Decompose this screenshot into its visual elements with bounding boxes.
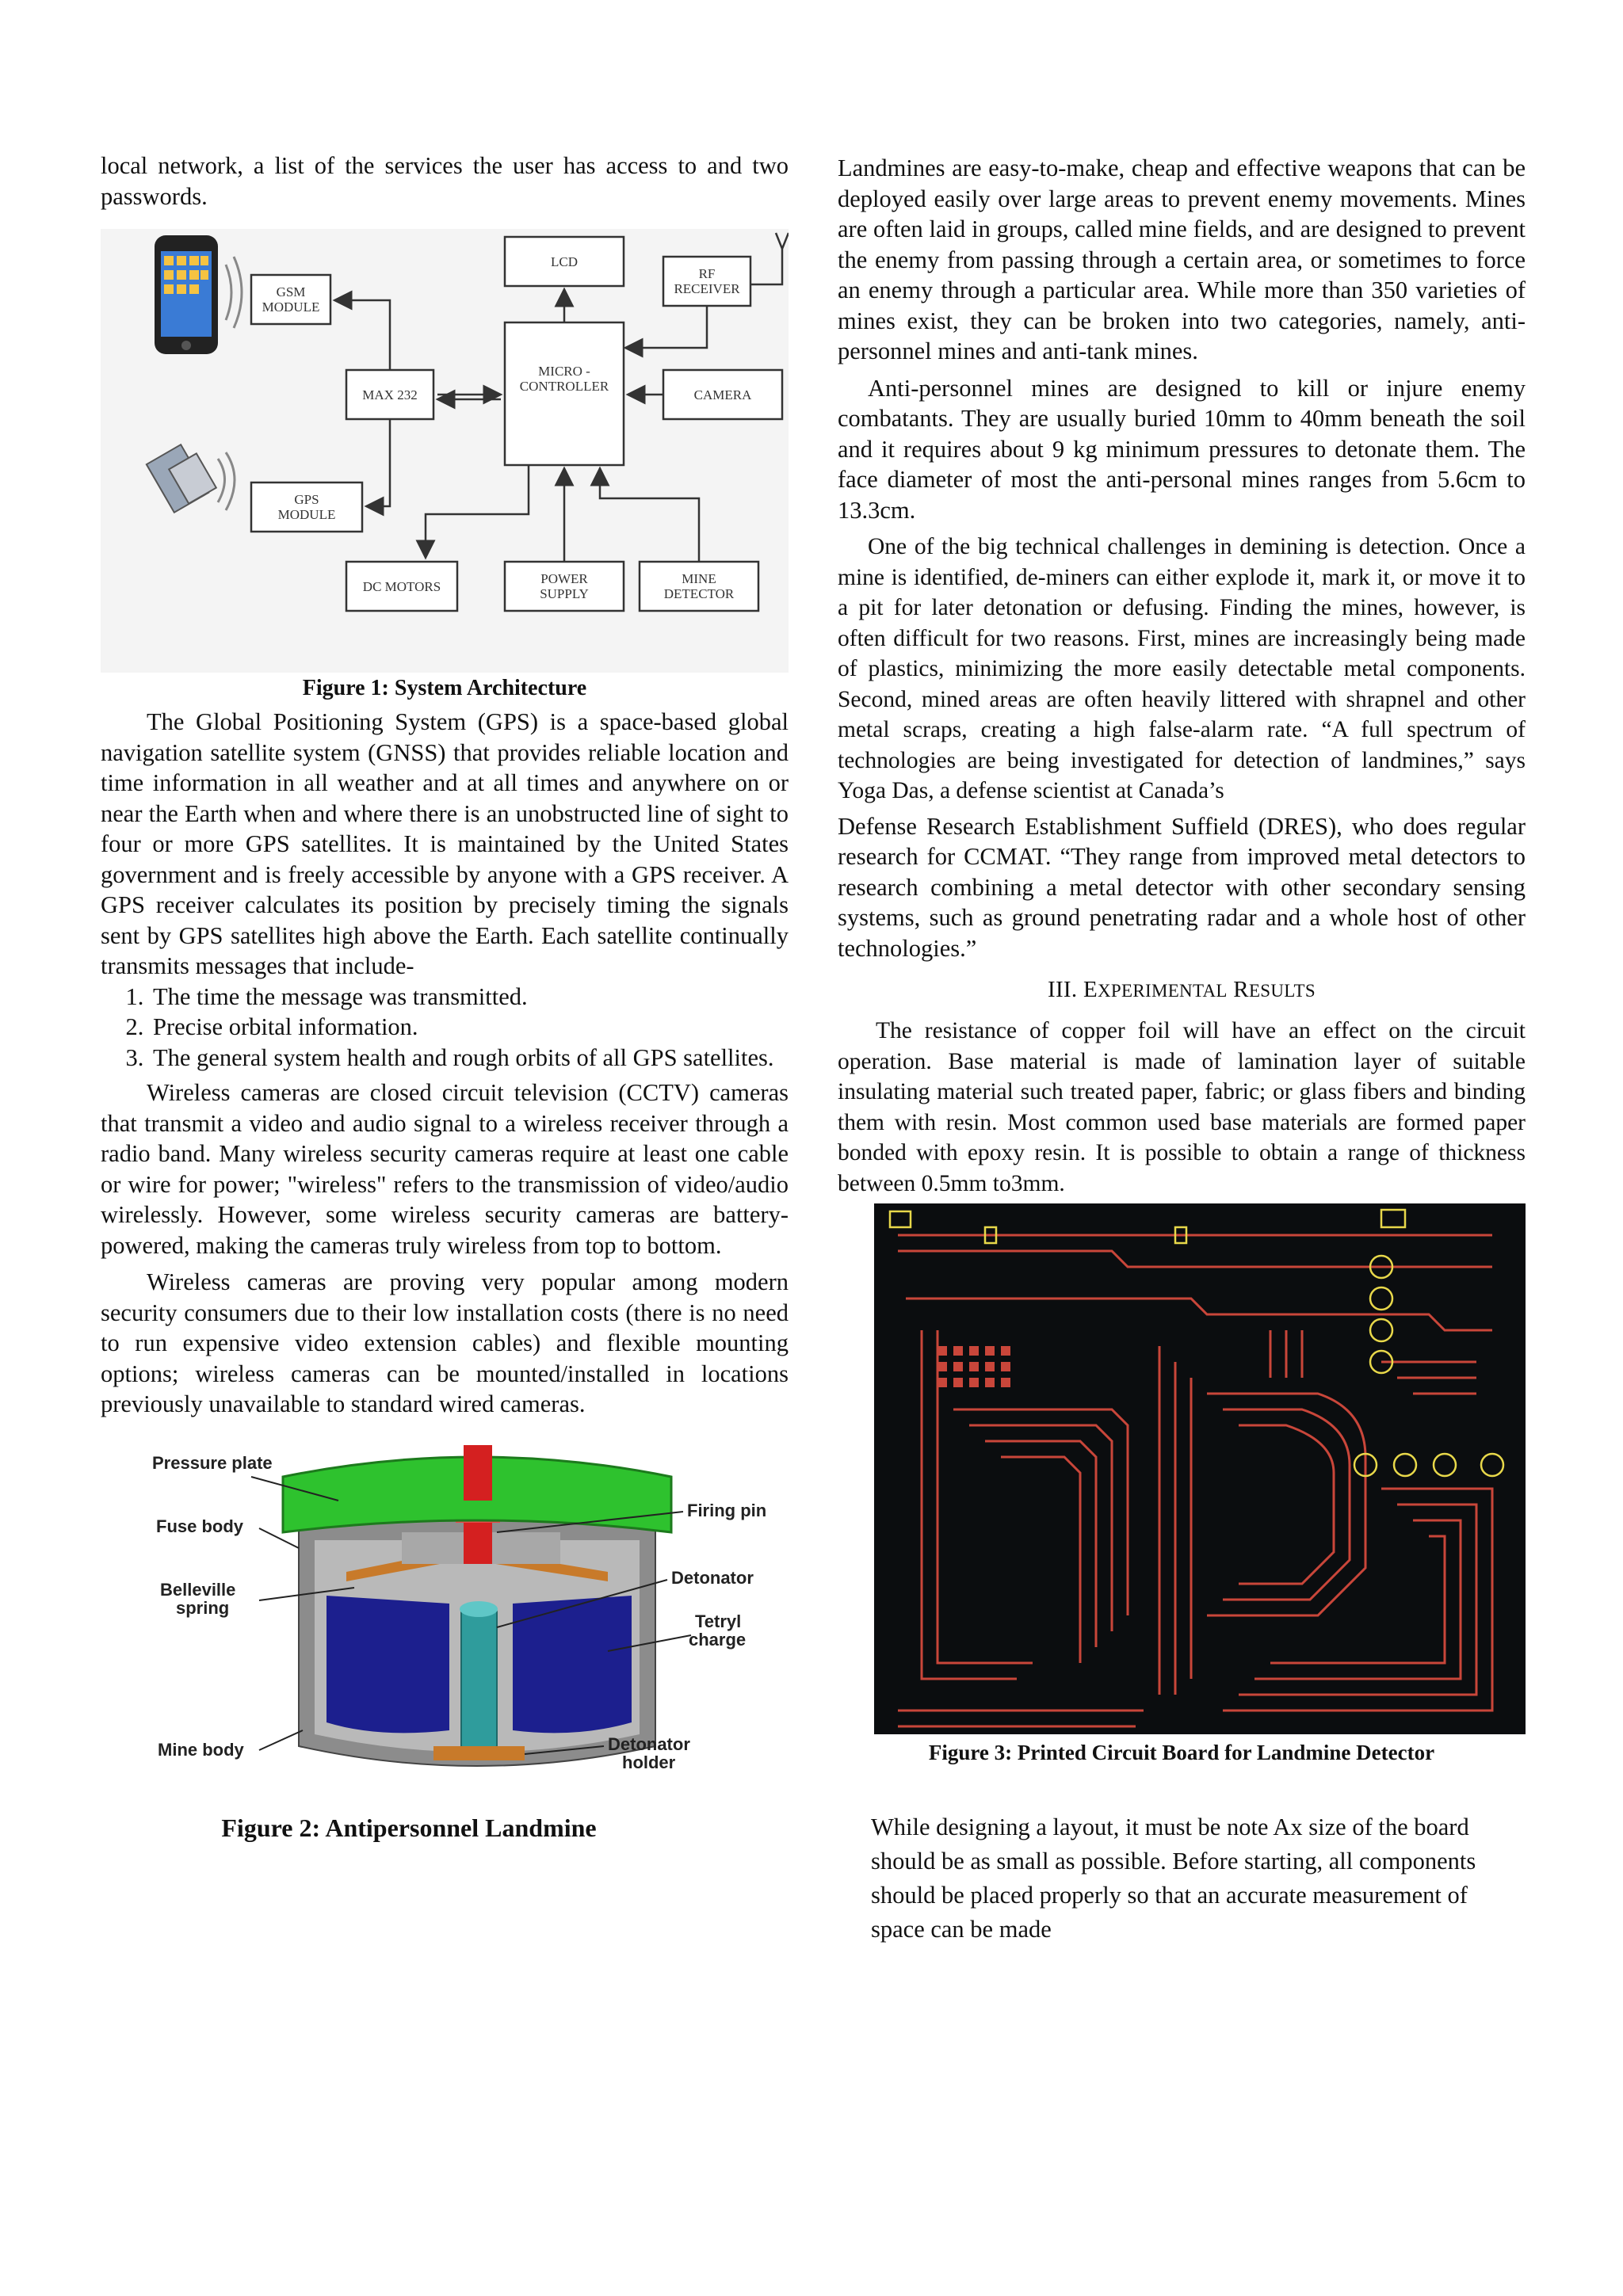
copper-foil-paragraph: The resistance of copper foil will have an effect on the circuit operation. Base material is made of lamination layer of suitable insulating material such treated paper, fabric; or glass fibers and binding them with resin. Most common used base materials are formed paper bonded with epoxy resin. It is possible to obtain a range of thickness between 0.5mm to3mm. (838, 1018, 1526, 1196)
detonator-label: Detonator (671, 1567, 754, 1588)
mine-label-2: DETECTOR (663, 586, 735, 601)
max232-label: MAX 232 (362, 387, 418, 402)
fuse-body-label: Fuse body (156, 1516, 244, 1536)
pressure-plate-label: Pressure plate (152, 1452, 273, 1473)
figure-2-caption: Figure 2: Antipersonnel Landmine (221, 1813, 597, 1842)
gps-message-list (101, 982, 789, 1074)
gsm-label-2: MODULE (262, 299, 320, 315)
mine-label-1: MINE (682, 571, 716, 586)
section-word-1-rest: XPERIMENTAL (1098, 981, 1228, 1001)
block-diagram (101, 229, 789, 673)
section-word-1-initial: E (1083, 977, 1098, 1002)
tetryl-label-1: Tetryl (695, 1611, 742, 1631)
dres-paragraph: Defense Research Establishment Suffield (DRES), who does regular research for CCMAT. “They range from improved metal detectors to research combining a metal detector with other secondary sensing systems, such as ground penetrating radar and a whole host of other technologies.” (838, 812, 1526, 962)
mcu-label-2: CONTROLLER (519, 379, 609, 394)
power-label-1: POWER (540, 571, 588, 586)
detonator-holder-label-1: Detonator (608, 1733, 690, 1754)
landmines-paragraph: Landmines are easy-to-make, cheap and effective weapons that can be deployed easily over large areas to prevent enemy movements. Mines are often laid in groups, called mine fields, and are designed to prevent the enemy from passing through a certain area, or sometimes to force an enemy through a particular area. While more than 350 varieties of mines exist, they can be broken into two categories, namely, anti-personnel mines and anti-tank mines. (838, 154, 1526, 364)
lcd-label: LCD (551, 254, 578, 269)
layout-paragraph: While designing a layout, it must be note Ax size of the board should be as small as possible. Before starting, all components should be placed properly so that an accurate measurement of space can be made (871, 1814, 1476, 1943)
rf-label-2: RECEIVER (674, 281, 740, 296)
rf-label-1: RF (698, 266, 716, 281)
mine-body-label: Mine body (158, 1739, 244, 1760)
right-column (838, 153, 1526, 1947)
tetryl-label-2: charge (689, 1629, 747, 1650)
list-item: 1. The time the message was transmitted. (150, 982, 789, 1013)
figure-3-caption: Figure 3: Printed Circuit Board for Landmine Detector (928, 1741, 1435, 1764)
phone-icon (155, 235, 218, 354)
mcu-label-1: MICRO - (538, 364, 590, 379)
firing-pin-label: Firing pin (687, 1500, 767, 1520)
list-item: 3. The general system health and rough orbits of all GPS satellites. (150, 1043, 789, 1074)
section-word-2-initial: R (1233, 977, 1249, 1002)
camera-label: CAMERA (693, 387, 752, 402)
section-heading (838, 974, 1526, 1006)
section-word-2-rest: ESULTS (1248, 981, 1316, 1001)
intro-text: local network, a list of the services the user has access to and two passwords. (101, 152, 789, 210)
figure-2-landmine (101, 1445, 789, 1810)
power-label-2: SUPPLY (540, 586, 589, 601)
gps-label-2: MODULE (277, 507, 336, 522)
landmine-illustration (101, 1445, 789, 1810)
dc-motors-label: DC MOTORS (362, 579, 441, 594)
left-column (101, 151, 789, 1841)
figure-3-pcb (874, 1203, 1564, 1734)
pcb-image (874, 1203, 1526, 1734)
list-item: 2. Precise orbital information. (150, 1012, 789, 1043)
figure-1-caption: Figure 1: System Architecture (302, 676, 587, 700)
belleville-label-1: Belleville (160, 1579, 236, 1600)
gsm-label-1: GSM (276, 284, 306, 299)
figure-1-system-architecture (101, 229, 789, 673)
belleville-label-2: spring (176, 1597, 230, 1618)
section-number: III. (1048, 977, 1078, 1002)
cctv-paragraph: Wireless cameras are closed circuit television (CCTV) cameras that transmit a video and audio signal to a wireless receiver through a radio band. Many wireless security cameras require at least one cable or wire for power; "wireless" refers to the transmission of video/audio wirelessly. However, some wireless security cameras are battery-powered, making the cameras truly wireless from top to bottom. (101, 1079, 789, 1259)
wireless-cameras-paragraph: Wireless cameras are proving very popular among modern security consumers due to their low installation costs (there is no need to run expensive video extension cables) and flexible mounting options; wireless cameras can be mounted/installed in locations previously unavailable to standard wired cameras. (101, 1268, 789, 1417)
gps-paragraph: The Global Positioning System (GPS) is a space-based global navigation satellite system (GNSS) that provides reliable location and time information in all weather and at all times and anywhere on or near the Earth when and where there is an unobstructed line of sight to four or more GPS satellites. It is maintained by the United States government and is freely accessible by anyone with a GPS receiver. A GPS receiver calculates its position by precisely timing the signals sent by GPS satellites high above the Earth. Each satellite continually transmits messages that include- (101, 708, 789, 979)
detonator-holder-label-2: holder (622, 1752, 676, 1772)
gps-label-1: GPS (294, 492, 319, 507)
anti-personnel-paragraph: Anti-personnel mines are designed to kill or injure enemy combatants. They are usually buried 10mm to 40mm beneath the soil and it requires about 9 kg minimum pressures to detonate them. The face diameter of most the anti-personal mines ranges from 5.6cm to 13.3cm. (838, 374, 1526, 524)
detection-paragraph: One of the big technical challenges in demining is detection. Once a mine is identified, de-miners can either explode it, mark it, or move it to a pit for later detonation or defusing. Finding the mines, however, is often difficult for two reasons. First, mines are increasingly being made of plastics, minimizing the more easily detectable metal components. Second, mined areas are often heavily littered with shrapnel and other metal scraps, creating a high false-alarm rate. “A full spectrum of technologies are being investigated for detection of landmines,” says Yoga Das, a defense scientist at Canada’s (838, 534, 1526, 803)
microcontroller-block (505, 322, 624, 465)
